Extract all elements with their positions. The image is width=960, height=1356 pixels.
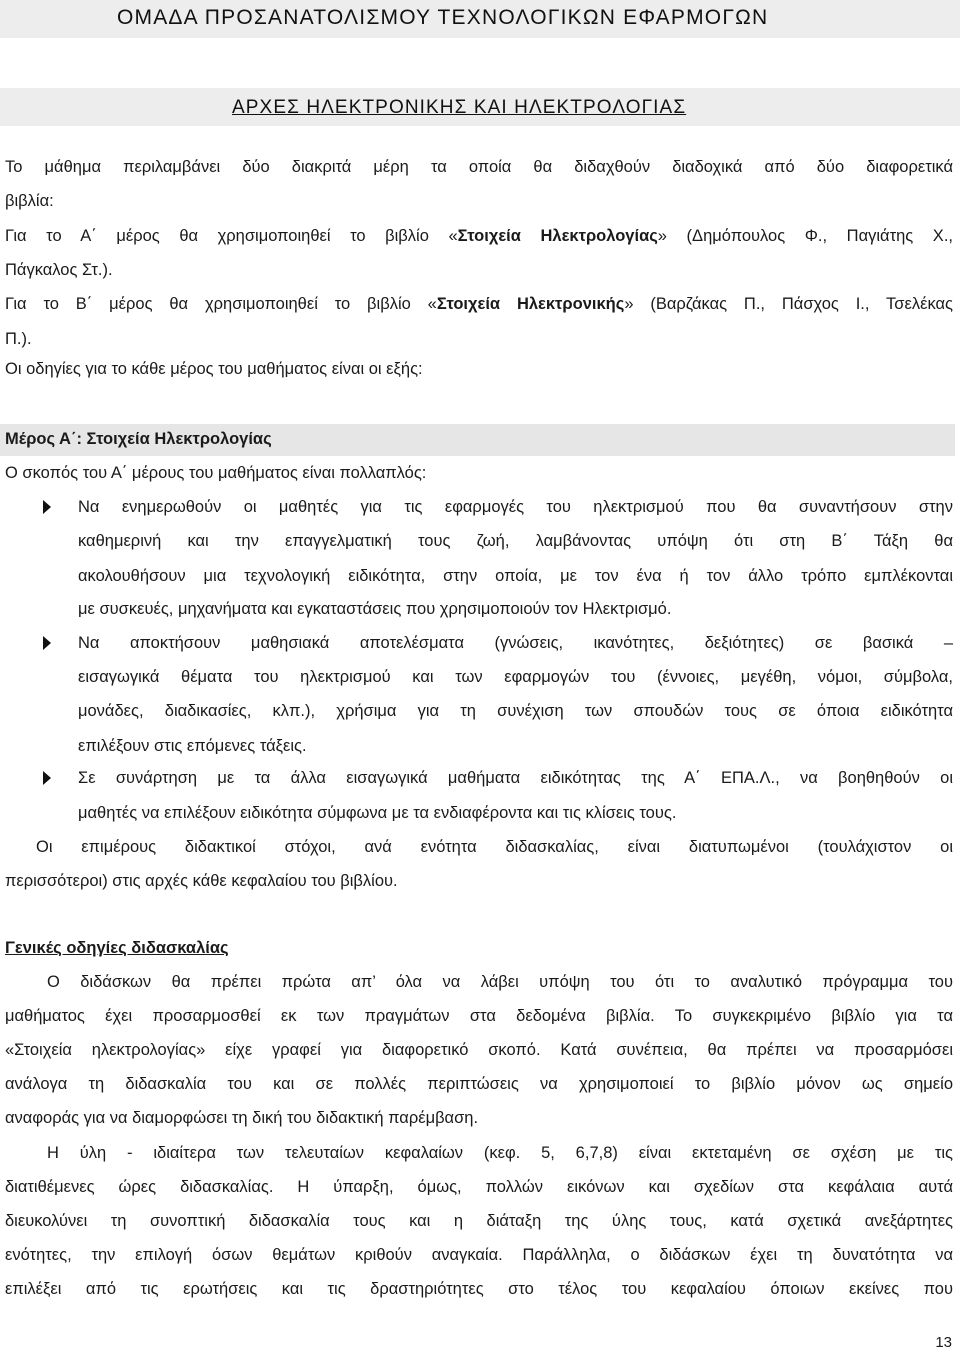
book-b-authors: » (Βαρζάκας Π., Πάσχος Ι., Τσελέκας bbox=[624, 295, 953, 313]
subject-title: ΑΡΧΕΣ ΗΛΕΚΤΡΟΝΙΚΗΣ ΚΑΙ ΗΛΕΚΤΡΟΛΟΓΙΑΣ bbox=[232, 97, 687, 118]
book-b-title: Στοιχεία Ηλεκτρονικής bbox=[436, 295, 625, 313]
instructions-line: Οι οδηγίες για το κάθε μέρος του μαθήματος είναι οι εξής: bbox=[5, 360, 423, 378]
bullet-line: καθημερινή και την επαγγελματική τους ζωή, λαμβάνοντας υπόψη ότι στη Β΄ Τάξη θα bbox=[78, 532, 953, 550]
general-para-line: μαθήματος έχει προσαρμοσθεί εκ των πραγμάτων στα δεδομένα βιβλία. Το συγκεκριμένο βιβλίο για τα bbox=[5, 1007, 953, 1025]
book-b-cont: Π.). bbox=[5, 330, 32, 348]
bullet-line: ακολουθήσουν μια τεχνολογική ειδικότητα, στην οποία, με τον ένα ή τον άλλο τρόπο εμπλέκονται bbox=[78, 567, 953, 585]
goals-line: Οι επιμέρους διδακτικοί στόχοι, ανά ενότητα διδασκαλίας, είναι διατυπωμένοι (τουλάχιστον οι bbox=[36, 838, 953, 856]
book-a-line bbox=[5, 227, 953, 246]
general-para-line: ενότητες, την επιλογή όσων θεμάτων κριθούν αναγκαία. Παράλληλα, ο διδάσκων έχει τη δυνατότητα να bbox=[5, 1246, 953, 1264]
general-para-line: διατιθέμενες ώρες διδασκαλίας. Η ύπαρξη, όμως, πολλών εικόνων και σχεδίων στα κεφάλαια αυτά bbox=[5, 1178, 953, 1196]
bullet-line: Σε συνάρτηση με τα άλλα εισαγωγικά μαθήματα ειδικότητας της Α΄ ΕΠΑ.Λ., να βοηθηθούν οι bbox=[78, 769, 953, 787]
book-a-pre: Για το Α΄ μέρος θα χρησιμοποιηθεί το βιβλίο « bbox=[5, 227, 458, 245]
section-a-title: Μέρος Α΄: Στοιχεία Ηλεκτρολογίας bbox=[5, 430, 272, 448]
goals-line: περισσότεροι) στις αρχές κάθε κεφαλαίου του βιβλίου. bbox=[5, 872, 398, 890]
bullet-line: Να ενημερωθούν οι μαθητές για τις εφαρμογές του ηλεκτρισμού που θα συναντήσουν στην bbox=[78, 498, 953, 516]
book-a-title: Στοιχεία Ηλεκτρολογίας bbox=[457, 227, 658, 245]
general-para-line: Η ύλη - ιδιαίτερα των τελευταίων κεφαλαίων (κεφ. 5, 6,7,8) είναι εκτεταμένη σε σχέση με τις bbox=[47, 1144, 953, 1162]
book-b-pre: Για το Β΄ μέρος θα χρησιμοποιηθεί το βιβλίο « bbox=[5, 295, 437, 313]
page-number: 13 bbox=[935, 1334, 952, 1351]
bullet-line: μονάδες, διαδικασίες, κλπ.), χρήσιμα για τη συνέχιση των σπουδών τους σε όποια ειδικότητα bbox=[78, 702, 953, 720]
book-a-authors: » (Δημόπουλος Φ., Παγιάτης Χ., bbox=[657, 227, 953, 245]
bullet-line: με συσκευές, μηχανήματα και εγκαταστάσεις που χρησιμοποιούν τον Ηλεκτρισμό. bbox=[78, 600, 672, 618]
group-title: ΟΜΑΔΑ ΠΡΟΣΑΝΑΤΟΛΙΣΜΟΥ ΤΕΧΝΟΛΟΓΙΚΩΝ ΕΦΑΡΜΟΓΩΝ bbox=[117, 6, 769, 29]
general-para-line: «Στοιχεία ηλεκτρολογίας» είχε γραφεί για διαφορετικό σκοπό. Κατά συνέπεια, θα πρέπει να προσαρμόσει bbox=[5, 1041, 953, 1059]
general-para-line: αναφοράς για να διαμορφώσει τη δική του διδακτική παρέμβαση. bbox=[5, 1109, 479, 1127]
general-para-line: Ο διδάσκων θα πρέπει πρώτα απ’ όλα να λάβει υπόψη του ότι το αναλυτικό πρόγραμμα του bbox=[47, 973, 953, 991]
book-a-cont: Πάγκαλος Στ.). bbox=[5, 261, 113, 279]
triangle-bullet-icon bbox=[43, 636, 51, 650]
general-para-line: διευκολύνει τη συνοπτική διδασκαλία τους και η διάταξη της ύλης τους, κατά σχετικά ανεξάρτητες bbox=[5, 1212, 953, 1230]
book-b-line bbox=[5, 295, 953, 314]
bullet-line: επιλέξουν στις επόμενες τάξεις. bbox=[78, 737, 307, 755]
general-para-line: ανάλογα τη διδασκαλία του και σε πολλές περιπτώσεις να χρησιμοποιεί το βιβλίο μόνον ως σημείο bbox=[5, 1075, 953, 1093]
general-para-line: επιλέξει από τις ερωτήσεις και τις δραστηριότητες στο τέλος του κεφαλαίου όποιων εκείνες που bbox=[5, 1280, 953, 1298]
bullet-line: Να αποκτήσουν μαθησιακά αποτελέσματα (γνώσεις, ικανότητες, δεξιότητες) σε βασικά – bbox=[78, 634, 953, 652]
triangle-bullet-icon bbox=[43, 500, 51, 514]
intro-line: βιβλία: bbox=[5, 192, 54, 210]
bullet-line: μαθητές να επιλέξουν ειδικότητα σύμφωνα με τα ενδιαφέροντα και τις κλίσεις τους. bbox=[78, 804, 677, 822]
bullet-line: εισαγωγικά θέματα του ηλεκτρισμού και των εφαρμογών του (έννοιες, μεγέθη, νόμοι, σύμβολα, bbox=[78, 668, 953, 686]
general-heading: Γενικές οδηγίες διδασκαλίας bbox=[5, 939, 229, 957]
triangle-bullet-icon bbox=[43, 771, 51, 785]
section-a-lead: Ο σκοπός του Α΄ μέρους του μαθήματος είναι πολλαπλός: bbox=[5, 464, 427, 482]
intro-line: Το μάθημα περιλαμβάνει δύο διακριτά μέρη τα οποία θα διδαχθούν διαδοχικά από δύο διαφορετικά bbox=[5, 158, 953, 176]
